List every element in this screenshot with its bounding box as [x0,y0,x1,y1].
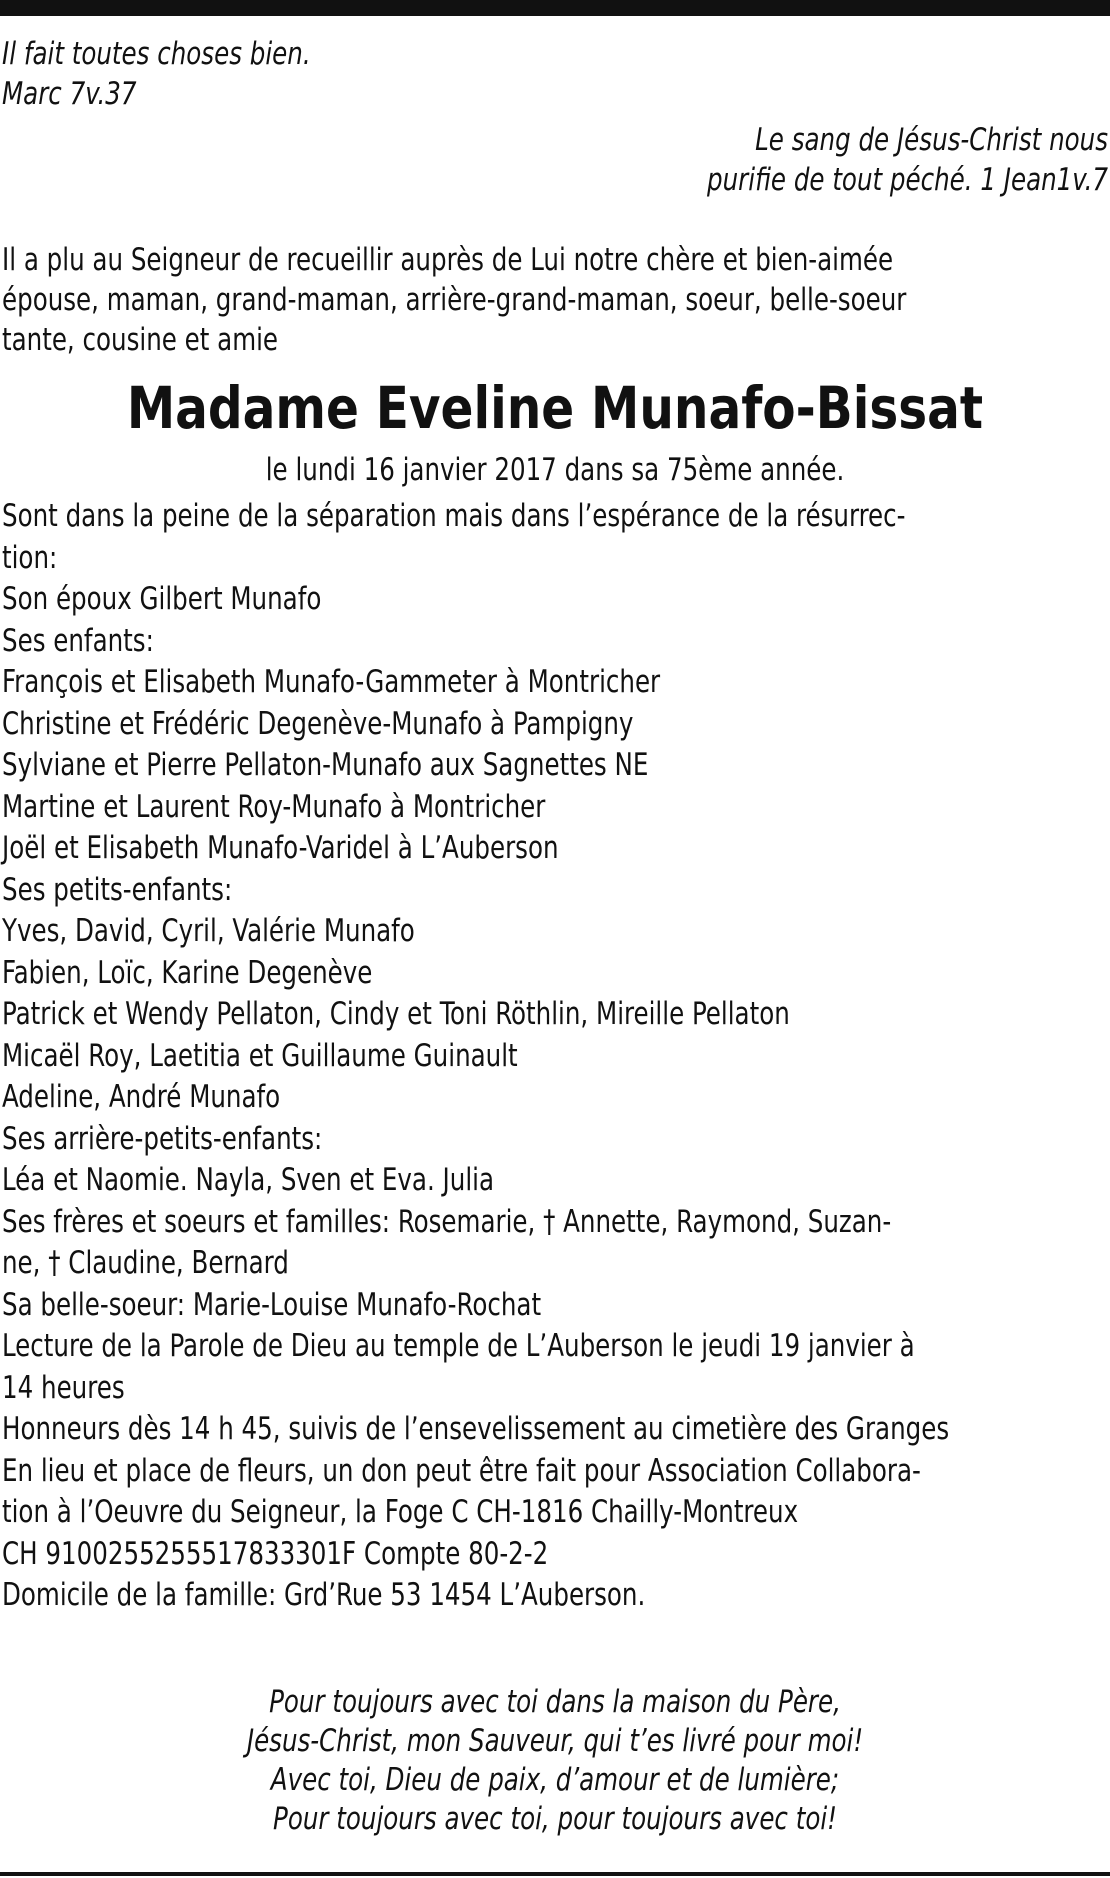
date-of-passing: le lundi 16 janvier 2017 dans sa 75ème année. [265,452,845,488]
body-line: Son époux Gilbert Munafo [2,581,322,617]
body-line: Lecture de la Parole de Dieu au temple de L’Auberson le jeudi 19 janvier à [2,1328,915,1364]
body-line: Léa et Naomie. Nayla, Sven et Eva. Julia [2,1162,495,1198]
intro-line-3: tante, cousine et amie [2,322,279,358]
body-line: Ses enfants: [2,622,154,659]
body-line: Joël et Elisabeth Munafo-Varidel à L’Auberson [2,830,559,866]
body-line: Ses arrière-petits-enfants: [2,1120,323,1157]
intro-line-2: épouse, maman, grand-maman, arrière-grand-maman, soeur, belle-soeur [2,282,907,318]
body-line: Domicile de la famille: Grd’Rue 53 1454 L’Auberson. [2,1577,646,1613]
closing-verse-line-2: Jésus-Christ, mon Sauveur, qui t’es livré pour moi! [246,1723,864,1759]
verse-top-left [2,34,1108,114]
deceased-name: Madame Eveline Munafo-Bissat [126,374,984,442]
body-line: ne, † Claudine, Bernard [2,1245,289,1281]
announcement-intro [2,240,1102,360]
body-line: Christine et Frédéric Degenève-Munafo à Pampigny [2,705,634,742]
top-border-rule [0,0,1110,16]
body-line: François et Elisabeth Munafo-Gammeter à Montricher [2,664,661,700]
verse-top-right-line-2: purifie de tout péché. 1 Jean1v.7 [707,162,1108,198]
closing-verse-line-4: Pour toujours avec toi, pour toujours avec toi! [273,1801,837,1837]
body-line: En lieu et place de fleurs, un don peut être fait pour Association Collabora- [2,1452,921,1489]
body-line: Sont dans la peine de la séparation mais dans l’espérance de la résurrec- [2,498,906,534]
closing-verse [0,1683,1110,1839]
body-line: 14 heures [2,1369,125,1406]
closing-verse-line-3: Avec toi, Dieu de paix, d’amour et de lumière; [270,1762,840,1798]
body-line: Fabien, Loïc, Karine Degenève [2,954,373,991]
verse-top-left-reference: Marc 7v.37 [2,76,137,112]
obituary-content [2,34,1108,1617]
body-line: Micaël Roy, Laetitia et Guillaume Guinault [2,1037,518,1074]
body-line: CH 9100255255517833301F Compte 80-2-2 [2,1535,549,1572]
body-line: Sylviane et Pierre Pellaton-Munafo aux Sagnettes NE [2,747,649,783]
body-line: Ses frères et soeurs et familles: Rosemarie, † Annette, Raymond, Suzan- [2,1203,892,1240]
body-line: Yves, David, Cyril, Valérie Munafo [2,913,415,949]
closing-verse-line-1: Pour toujours avec toi dans la maison du Père, [269,1684,841,1720]
body-line: Martine et Laurent Roy-Munafo à Montricher [2,788,546,825]
body-line: Adeline, André Munafo [2,1079,281,1115]
verse-top-right [2,120,1108,200]
body-line: tion à l’Oeuvre du Seigneur, la Foge C CH-1816 Chailly-Montreux [2,1494,799,1530]
bottom-border-rule [0,1872,1110,1876]
body-line: Honneurs dès 14 h 45, suivis de l’ensevelissement au cimetière des Granges [2,1411,950,1447]
body-line: tion: [2,539,58,576]
body-line: Ses petits-enfants: [2,871,233,908]
family-and-ceremony-details [2,496,1102,1617]
body-line: Sa belle-soeur: Marie-Louise Munafo-Rochat [2,1286,542,1323]
intro-line-1: Il a plu au Seigneur de recueillir auprès de Lui notre chère et bien-aimée [2,242,894,278]
verse-top-left-line-1: Il fait toutes choses bien. [2,36,311,72]
verse-top-right-line-1: Le sang de Jésus-Christ nous [755,122,1108,158]
body-line: Patrick et Wendy Pellaton, Cindy et Toni Röthlin, Mireille Pellaton [2,996,790,1032]
